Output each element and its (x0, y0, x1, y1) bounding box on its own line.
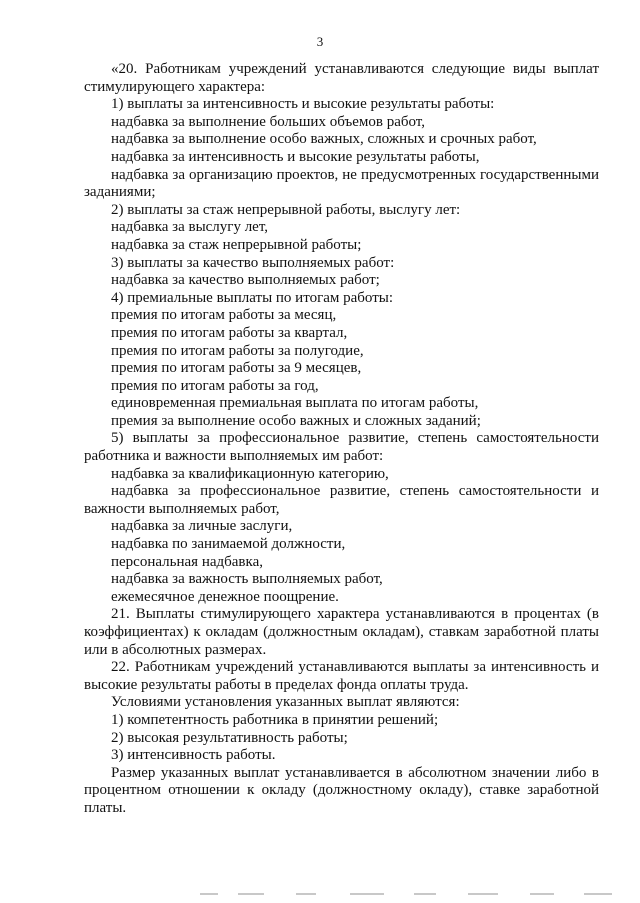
paragraph-item-22: 22. Работникам учреждений устанавливаются выплаты за интенсивность и высокие результаты работы в пределах фонда оплаты труда. (84, 659, 599, 693)
list-item: надбавка за выслугу лет, (111, 219, 269, 236)
list-item: 1) компетентность работника в принятии решений; (111, 711, 439, 728)
paragraph-item-21: 21. Выплаты стимулирующего характера устанавливаются в процентах (в коэффициентах) к окладам (должностным окладам), ставкам заработной платы или в абсолютных размерах. (84, 606, 599, 658)
list-item: надбавка за важность выполняемых работ, (111, 571, 383, 588)
list-heading-seniority-payments: 2) выплаты за стаж непрерывной работы, выслугу лет: (111, 201, 461, 218)
list-item: надбавка за профессиональное развитие, степень самостоятельности и важности выполняемых работ, (84, 483, 599, 517)
list-heading-quality-payments: 3) выплаты за качество выполняемых работ: (111, 254, 395, 271)
list-heading-intensity-payments: 1) выплаты за интенсивность и высокие результаты работы: (111, 96, 495, 113)
paragraph-item-20-intro: «20. Работникам учреждений устанавливаются следующие виды выплат стимулирующего характера: (84, 61, 599, 95)
list-item: премия по итогам работы за квартал, (111, 324, 348, 341)
list-item: премия по итогам работы за полугодие, (111, 342, 364, 359)
list-item: 2) высокая результативность работы; (111, 729, 348, 746)
page-number: 3 (316, 34, 324, 49)
list-item: надбавка за организацию проектов, не предусмотренных государственными заданиями; (84, 166, 599, 201)
list-item: 3) интенсивность работы. (111, 747, 276, 764)
list-item: премия по итогам работы за 9 месяцев, (111, 360, 362, 377)
conditions-heading: Условиями установления указанных выплат являются: (111, 694, 460, 711)
list-item: единовременная премиальная выплата по итогам работы, (111, 395, 479, 412)
list-item: надбавка за личные заслуги, (111, 518, 293, 535)
list-item: надбавка за квалификационную категорию, (111, 465, 389, 482)
list-item: надбавка за интенсивность и высокие результаты работы, (111, 148, 480, 165)
list-item: надбавка по занимаемой должности, (111, 536, 346, 553)
list-item: премия по итогам работы за год, (111, 377, 319, 394)
list-item: премия за выполнение особо важных и сложных заданий; (111, 412, 481, 429)
list-item: персональная надбавка, (111, 553, 263, 570)
paragraph-payment-size: Размер указанных выплат устанавливается в абсолютном значении либо в процентном отношении к окладу (должностному окладу), ставке заработной платы. (84, 764, 599, 816)
list-heading-bonus-payments: 4) премиальные выплаты по итогам работы: (111, 289, 394, 306)
list-item: премия по итогам работы за месяц, (111, 307, 337, 324)
document-body (84, 61, 599, 818)
list-item: надбавка за выполнение больших объемов работ, (111, 113, 425, 130)
list-item: ежемесячное денежное поощрение. (111, 588, 339, 605)
list-item: надбавка за качество выполняемых работ; (111, 272, 380, 289)
scan-artifact-marks (200, 893, 620, 897)
list-item: надбавка за выполнение особо важных, сложных и срочных работ, (111, 131, 537, 148)
list-item: надбавка за стаж непрерывной работы; (111, 236, 362, 253)
list-heading-professional-payments: 5) выплаты за профессиональное развитие, степень самостоятельности работника и важности выполняемых им работ: (84, 430, 599, 465)
